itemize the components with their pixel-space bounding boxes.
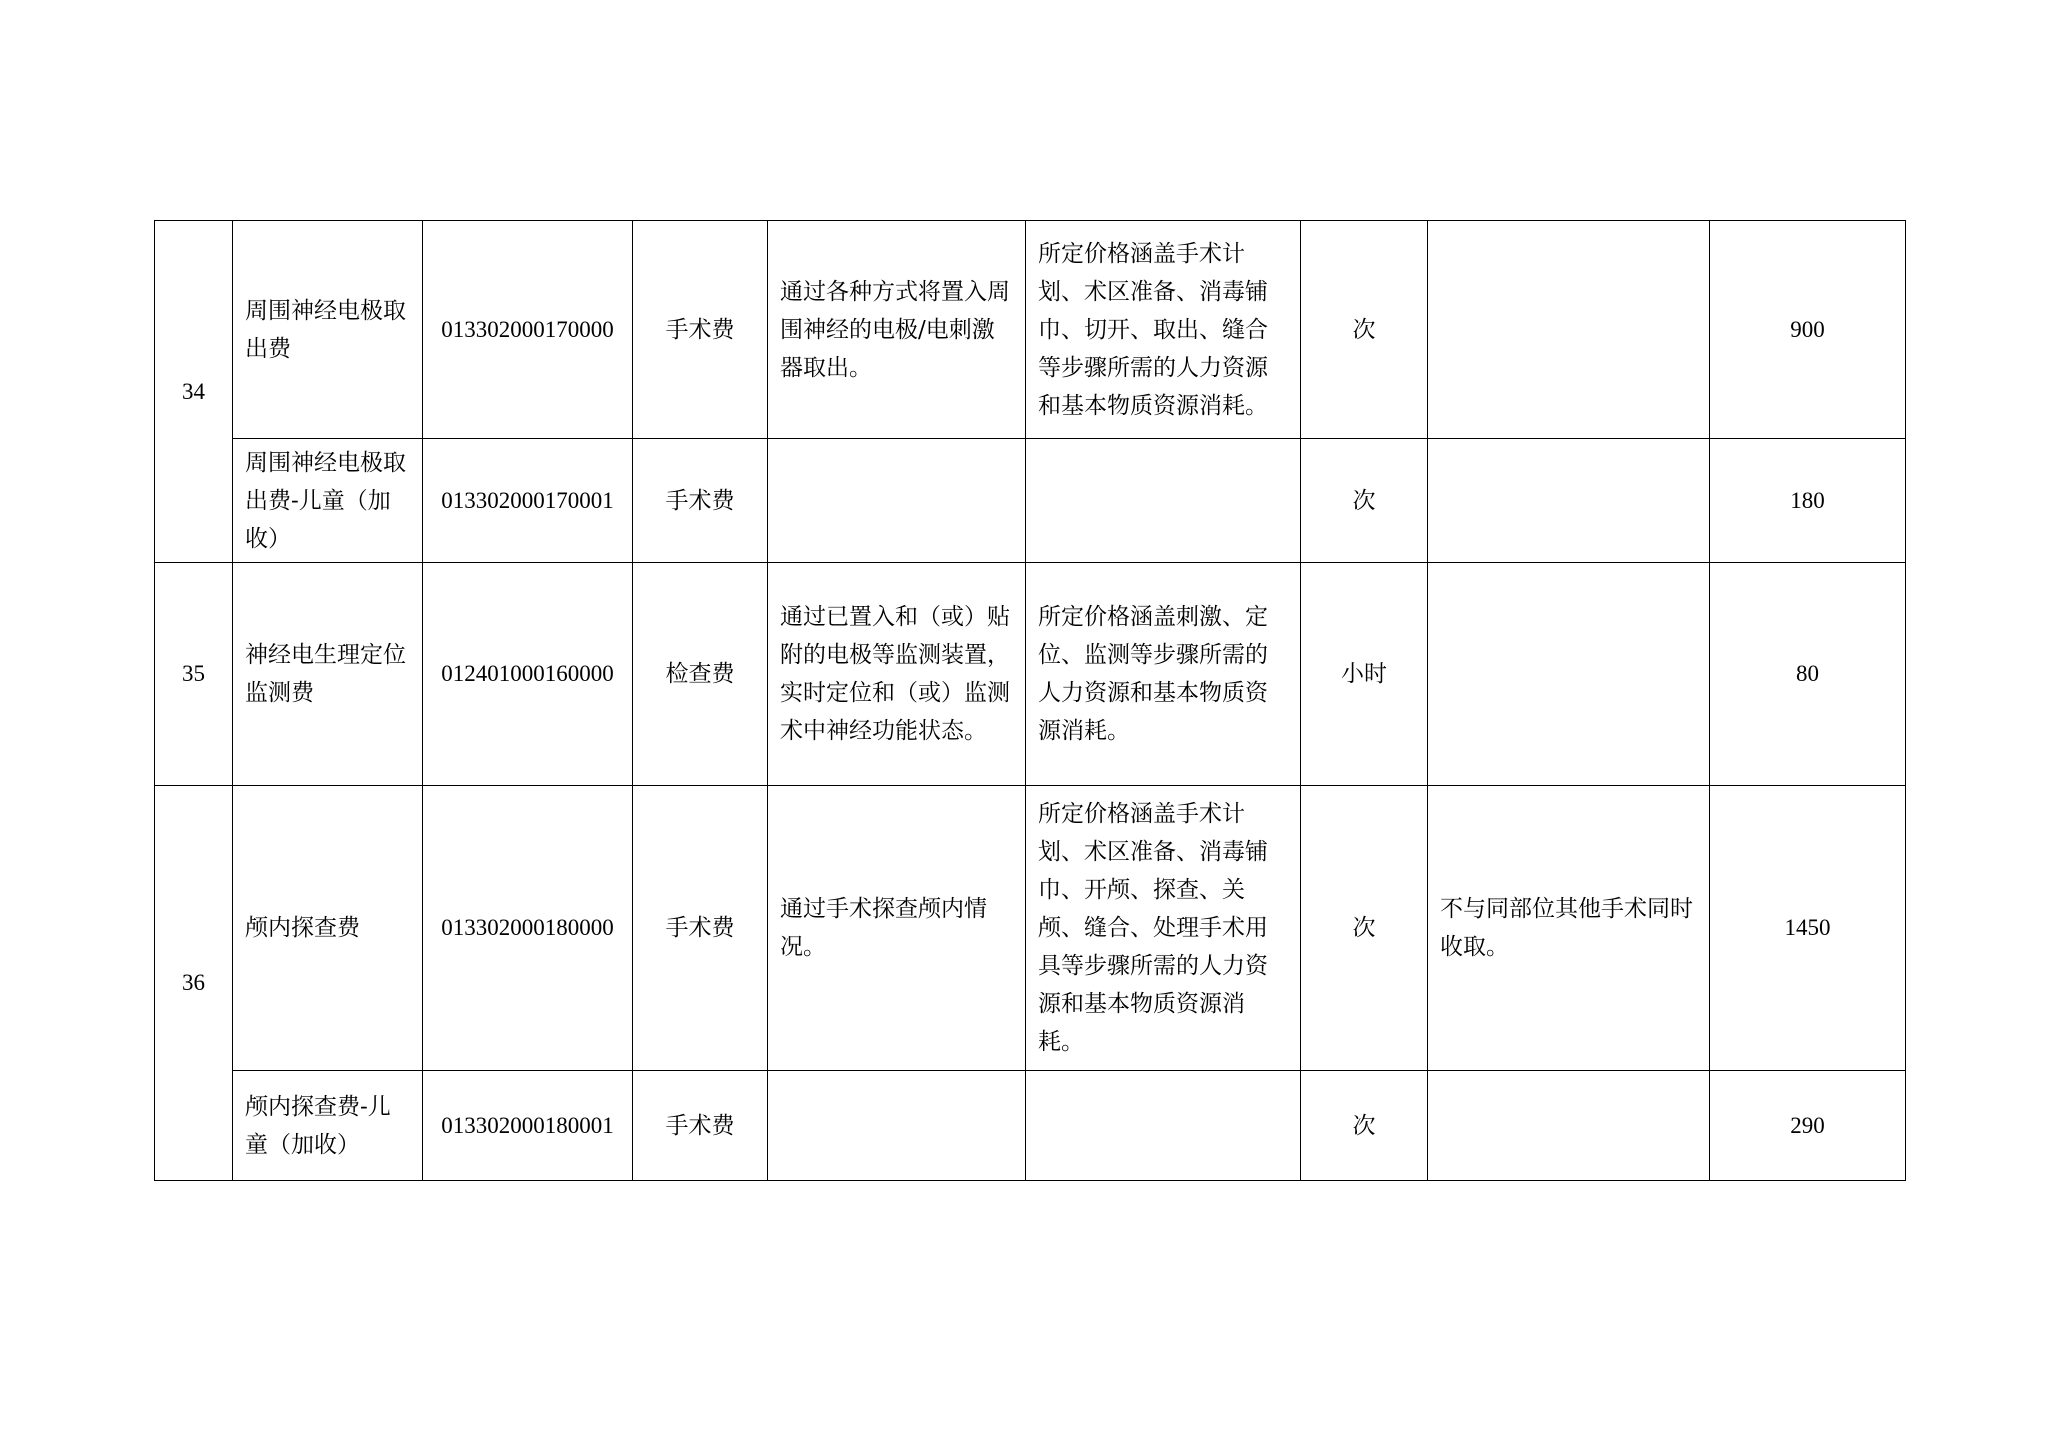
item-category: 检查费 <box>633 563 768 786</box>
item-price: 1450 <box>1710 786 1906 1071</box>
price-table <box>154 220 1906 1181</box>
table-row <box>155 563 1906 786</box>
item-unit: 次 <box>1301 786 1428 1071</box>
item-coverage <box>1026 1071 1301 1181</box>
item-code: 013302000170000 <box>423 221 633 439</box>
item-note <box>1428 1071 1710 1181</box>
item-category: 手术费 <box>633 439 768 563</box>
item-number: 35 <box>155 563 233 786</box>
item-content: 通过已置入和（或）贴附的电极等监测装置，实时定位和（或）监测术中神经功能状态。 <box>768 563 1026 786</box>
item-code: 012401000160000 <box>423 563 633 786</box>
item-number: 34 <box>155 221 233 563</box>
item-content: 通过手术探查颅内情况。 <box>768 786 1026 1071</box>
item-content <box>768 439 1026 563</box>
item-unit: 次 <box>1301 1071 1428 1181</box>
item-price: 290 <box>1710 1071 1906 1181</box>
item-coverage <box>1026 439 1301 563</box>
item-code: 013302000180001 <box>423 1071 633 1181</box>
item-name: 周围神经电极取出费-儿童（加收） <box>233 439 423 563</box>
table-row <box>155 439 1906 563</box>
item-coverage: 所定价格涵盖手术计划、术区准备、消毒铺巾、开颅、探查、关颅、缝合、处理手术用具等步骤所需的人力资源和基本物质资源消耗。 <box>1026 786 1301 1071</box>
item-category: 手术费 <box>633 221 768 439</box>
item-price: 180 <box>1710 439 1906 563</box>
item-number: 36 <box>155 786 233 1181</box>
item-note: 不与同部位其他手术同时收取。 <box>1428 786 1710 1071</box>
item-content: 通过各种方式将置入周围神经的电极/电刺激器取出。 <box>768 221 1026 439</box>
item-price: 900 <box>1710 221 1906 439</box>
item-content <box>768 1071 1026 1181</box>
table-row <box>155 786 1906 1071</box>
item-unit: 次 <box>1301 221 1428 439</box>
item-name: 周围神经电极取出费 <box>233 221 423 439</box>
item-category: 手术费 <box>633 1071 768 1181</box>
item-name: 神经电生理定位监测费 <box>233 563 423 786</box>
table-row <box>155 221 1906 439</box>
item-name: 颅内探查费 <box>233 786 423 1071</box>
item-note <box>1428 563 1710 786</box>
item-code: 013302000170001 <box>423 439 633 563</box>
item-note <box>1428 439 1710 563</box>
item-code: 013302000180000 <box>423 786 633 1071</box>
item-coverage: 所定价格涵盖手术计划、术区准备、消毒铺巾、切开、取出、缝合等步骤所需的人力资源和基本物质资源消耗。 <box>1026 221 1301 439</box>
item-price: 80 <box>1710 563 1906 786</box>
item-name: 颅内探查费-儿童（加收） <box>233 1071 423 1181</box>
item-unit: 次 <box>1301 439 1428 563</box>
item-category: 手术费 <box>633 786 768 1071</box>
item-unit: 小时 <box>1301 563 1428 786</box>
item-coverage: 所定价格涵盖刺激、定位、监测等步骤所需的人力资源和基本物质资源消耗。 <box>1026 563 1301 786</box>
table-row <box>155 1071 1906 1181</box>
item-note <box>1428 221 1710 439</box>
